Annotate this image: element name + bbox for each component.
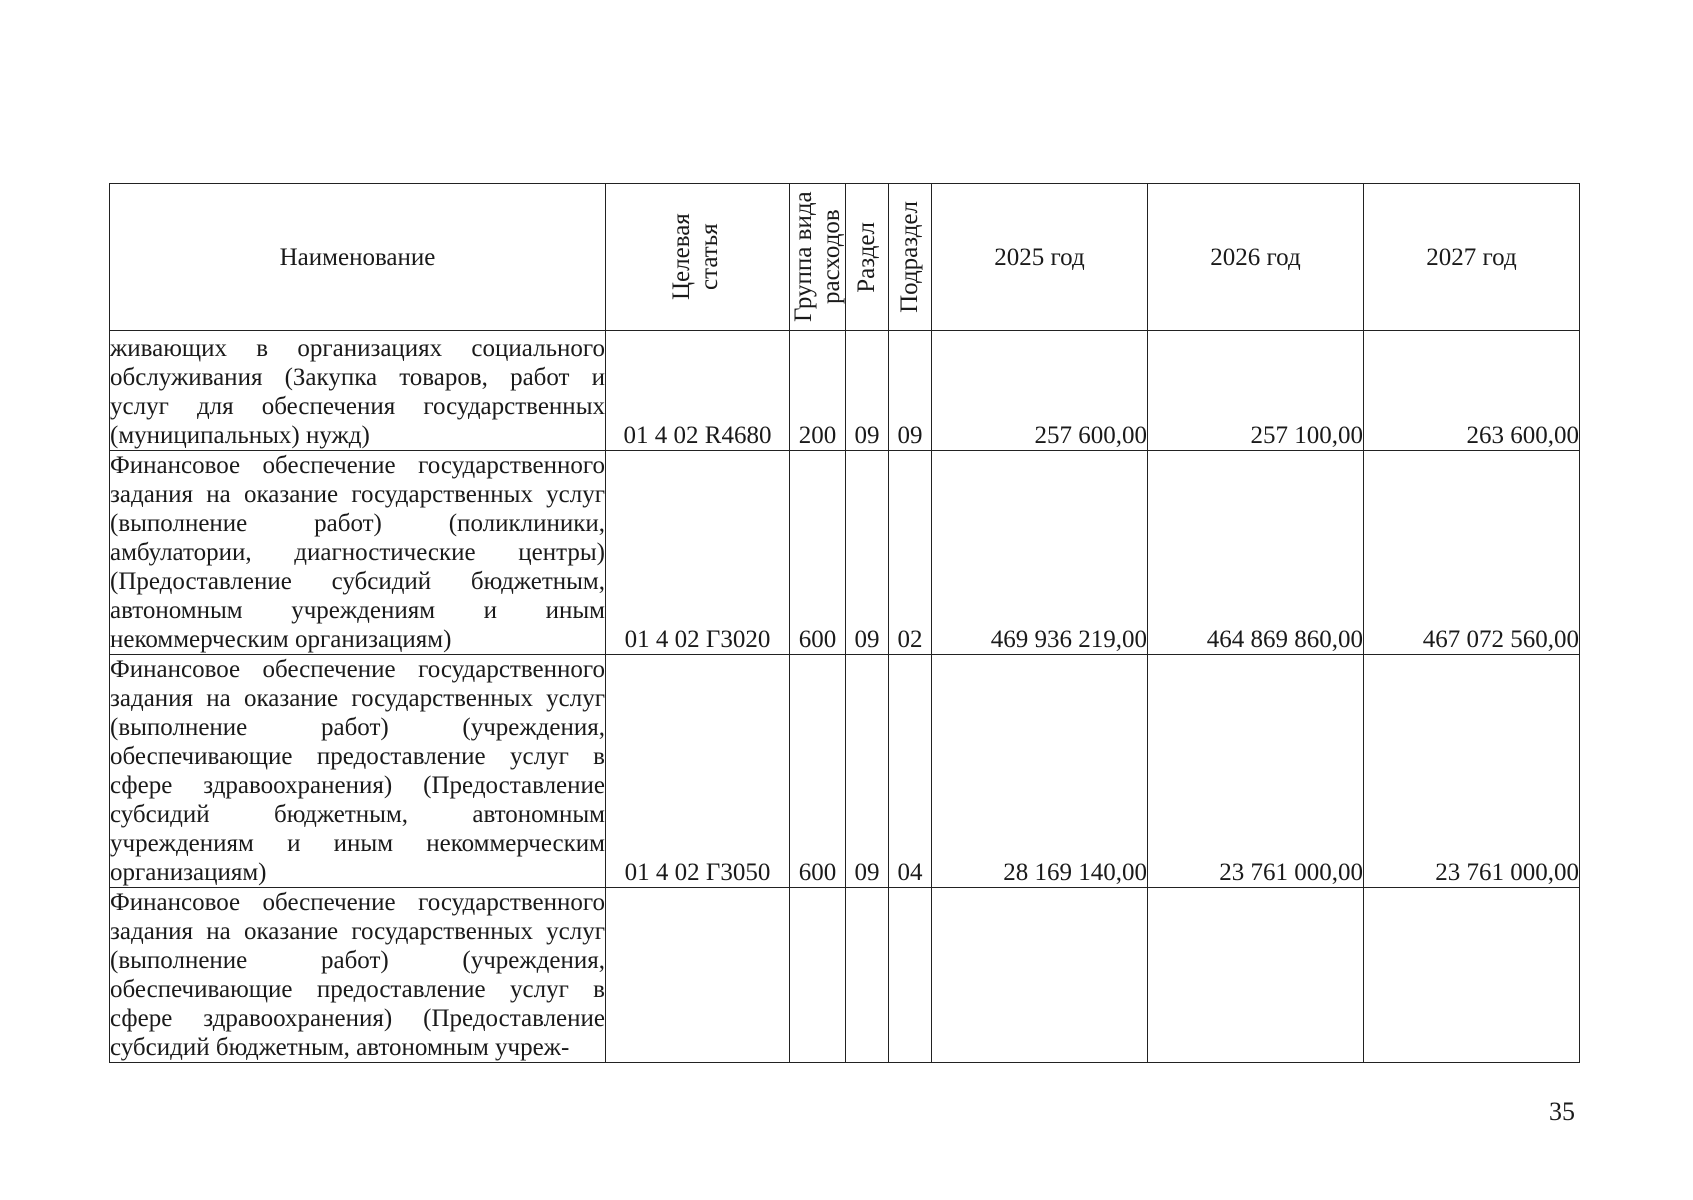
row-2025 [932, 888, 1148, 1063]
row-target: 01 4 02 Г3020 [606, 451, 790, 655]
row-section: 09 [846, 451, 889, 655]
budget-table [109, 183, 1580, 1063]
row-target: 01 4 02 R4680 [606, 331, 790, 451]
row-group: 600 [790, 655, 846, 888]
row-subsection [889, 888, 932, 1063]
header-target: Целевая статья [606, 184, 790, 331]
row-2027 [1364, 888, 1580, 1063]
header-name: Наименование [110, 184, 606, 331]
page-number: 35 [1549, 1097, 1575, 1126]
row-name: живающих в организациях социального обслуживания (Закупка товаров, работ и услуг для обеспечения государственных (муниципальных) нужд) [110, 331, 606, 451]
table-row [110, 451, 1580, 655]
row-2027: 23 761 000,00 [1364, 655, 1580, 888]
row-section: 09 [846, 331, 889, 451]
header-subsection: Подраздел [889, 184, 932, 331]
row-group [790, 888, 846, 1063]
table-row [110, 331, 1580, 451]
row-group: 600 [790, 451, 846, 655]
row-2026: 464 869 860,00 [1148, 451, 1364, 655]
row-target: 01 4 02 Г3050 [606, 655, 790, 888]
row-target [606, 888, 790, 1063]
header-2026: 2026 год [1148, 184, 1364, 331]
row-group: 200 [790, 331, 846, 451]
row-section: 09 [846, 655, 889, 888]
row-subsection: 02 [889, 451, 932, 655]
header-2027: 2027 год [1364, 184, 1580, 331]
table-header-row [110, 184, 1580, 331]
row-2025: 257 600,00 [932, 331, 1148, 451]
row-section [846, 888, 889, 1063]
row-2027: 263 600,00 [1364, 331, 1580, 451]
header-group: Группа вида расходов [790, 184, 846, 331]
row-name: Финансовое обеспечение государственного задания на оказание государственных услуг (выполнение работ) (поликлиники, амбулатории, диагностические центры) (Предоставление субсидий бюджетным, автономным учреждениям и иным некоммерческим организациям) [110, 452, 605, 653]
row-2027: 467 072 560,00 [1364, 451, 1580, 655]
row-2026: 23 761 000,00 [1148, 655, 1364, 888]
row-2025: 28 169 140,00 [932, 655, 1148, 888]
header-2025: 2025 год [932, 184, 1148, 331]
row-2026 [1148, 888, 1364, 1063]
table-row [110, 655, 1580, 888]
row-name: Финансовое обеспечение государственного задания на оказание государственных услуг (выполнение работ) (учреждения, обеспечивающие предоставление услуг в сфере здравоохранения) (Предоставление субсидий бюджетным, автономным учреждениям и иным некоммерческим организациям) [110, 656, 605, 886]
row-name: Финансовое обеспечение государственного задания на оказание государственных услуг (выполнение работ) (учреждения, обеспечивающие предоставление услуг в сфере здравоохранения) (Предоставление субсидий бюджетным, автономным учреж- [110, 889, 605, 1061]
row-2026: 257 100,00 [1148, 331, 1364, 451]
row-subsection: 09 [889, 331, 932, 451]
table-row [110, 888, 1580, 1063]
header-section: Раздел [846, 184, 889, 331]
row-2025: 469 936 219,00 [932, 451, 1148, 655]
row-subsection: 04 [889, 655, 932, 888]
